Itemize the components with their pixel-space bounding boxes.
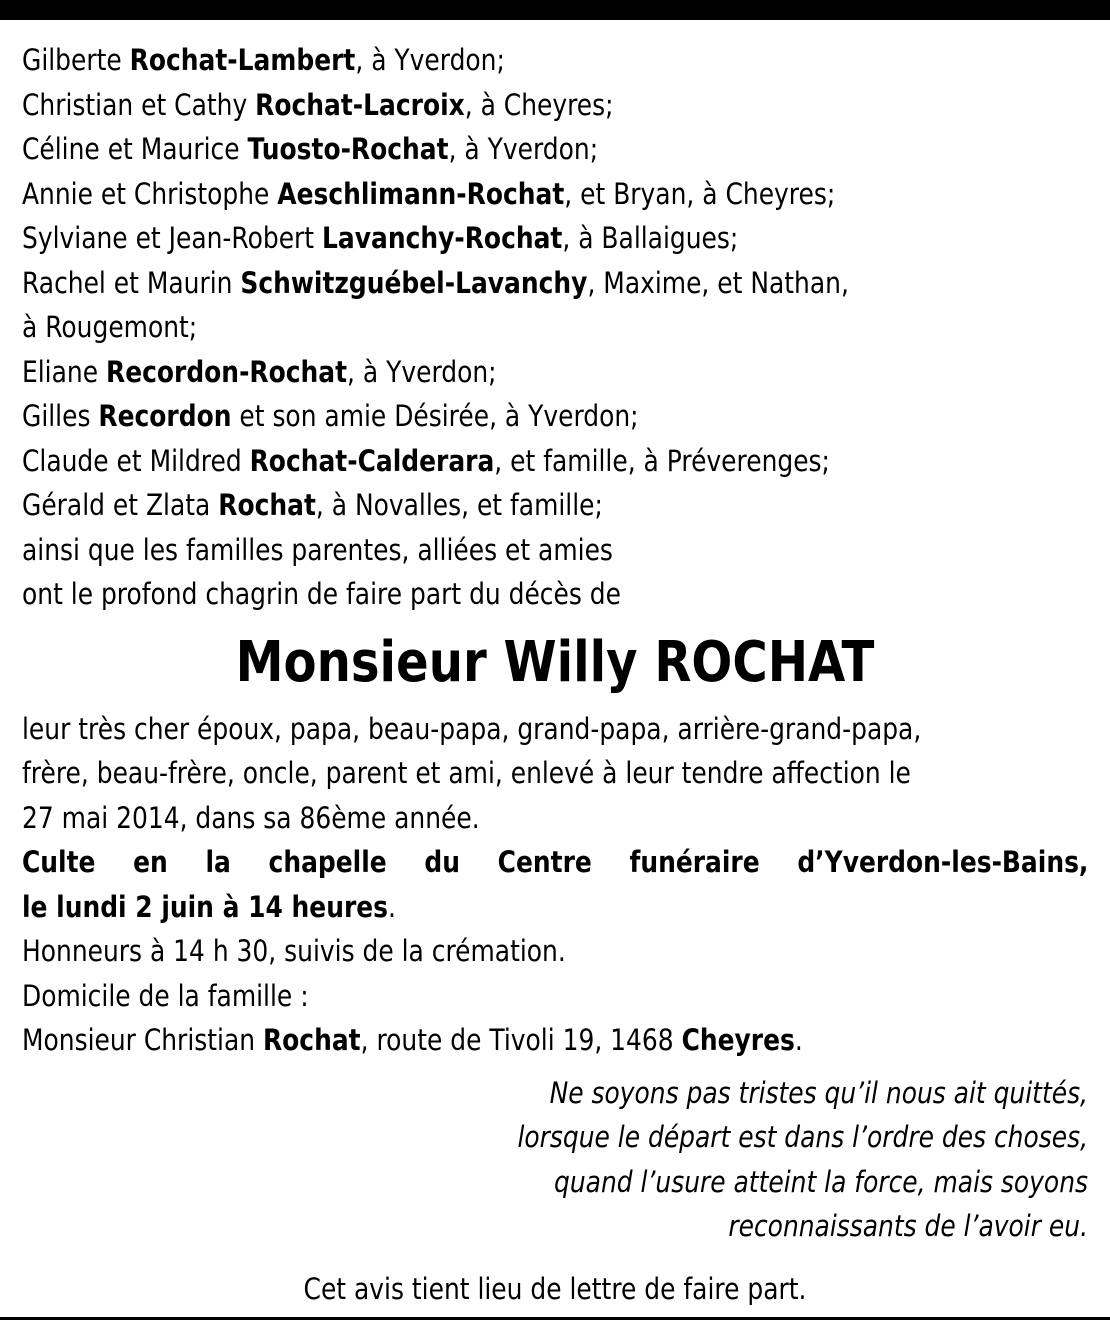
- family-line: [22, 38, 939, 83]
- family-surname: Aeschlimann-Rochat: [277, 176, 565, 211]
- family-line: [22, 261, 939, 306]
- family-line: [22, 83, 939, 128]
- family-given-names: Gilles: [22, 399, 99, 433]
- family-location: , à Ballaigues;: [562, 221, 739, 255]
- family-location: , à Yverdon;: [347, 354, 497, 389]
- service-date-punct: .: [388, 889, 396, 924]
- poem: [22, 1071, 1088, 1249]
- family-line: [22, 394, 939, 439]
- family-line: [22, 172, 939, 217]
- family-surname: Recordon: [98, 399, 232, 433]
- address-street: , route de Tivoli 19, 1468: [360, 1023, 682, 1057]
- family-surname: Recordon-Rochat: [105, 354, 348, 389]
- family-location: , à Yverdon;: [448, 132, 599, 166]
- family-surname: Schwitzguébel-Lavanchy: [240, 265, 588, 300]
- family-location: , et famille, à Préverenges;: [494, 443, 830, 478]
- family-given-names: Christian et Cathy: [22, 87, 256, 122]
- address-pre: Monsieur Christian: [22, 1023, 263, 1057]
- family-given-names: Claude et Mildred: [22, 443, 250, 478]
- description-line: frère, beau-frère, oncle, parent et ami, enlevé à leur tendre affection le: [22, 756, 911, 790]
- family-line: [22, 350, 939, 395]
- service-word: Centre: [497, 845, 592, 879]
- family-given-names: Annie et Christophe: [22, 176, 278, 211]
- poem-line: quand l’usure atteint la force, mais soyons: [554, 1164, 1088, 1199]
- family-given-names: ont le profond chagrin de faire part du décès de: [22, 577, 621, 611]
- service-word: Culte: [22, 845, 96, 879]
- family-line: [22, 127, 939, 172]
- service-word: chapelle: [268, 845, 387, 879]
- service-date: le lundi 2 juin à 14 heures: [22, 889, 389, 924]
- poem-line: lorsque le départ est dans l’ordre des choses,: [517, 1120, 1088, 1154]
- family-given-names: Eliane: [22, 354, 106, 389]
- family-given-names: Céline et Maurice: [22, 132, 248, 166]
- family-location: , Maxime, et Nathan,: [587, 265, 849, 300]
- description-line: leur très cher époux, papa, beau-papa, grand-papa, arrière-grand-papa,: [22, 711, 922, 746]
- family-surname: Rochat-Lacroix: [255, 87, 465, 122]
- deceased-name: Monsieur Willy ROCHAT: [235, 629, 875, 695]
- family-location: , à Novalles, et famille;: [315, 488, 603, 522]
- notice-content: [22, 38, 1088, 1311]
- family-surname: Rochat-Calderara: [249, 443, 495, 478]
- family-location: , à Yverdon;: [355, 43, 505, 77]
- family-surname: Rochat-Lambert: [129, 43, 356, 77]
- closing-line: Cet avis tient lieu de lettre de faire part.: [303, 1271, 807, 1306]
- family-location: , et Bryan, à Cheyres;: [564, 176, 836, 211]
- family-line: [22, 572, 939, 617]
- family-given-names: Rachel et Maurin: [22, 265, 241, 300]
- family-surname: Rochat: [218, 488, 316, 522]
- service-line-1: [22, 840, 1088, 885]
- family-given-names: Gilberte: [22, 43, 130, 77]
- bottom-border-rule: [0, 1317, 1110, 1320]
- address-punct: .: [794, 1023, 803, 1057]
- top-border-rule: [0, 0, 1110, 20]
- family-given-names: à Rougemont;: [22, 310, 198, 344]
- address-town: Cheyres: [681, 1023, 795, 1057]
- family-surname: Lavanchy-Rochat: [322, 221, 563, 255]
- domicile-label: Domicile de la famille :: [22, 978, 309, 1013]
- family-given-names: ainsi que les familles parentes, alliées et amies: [22, 532, 613, 567]
- service-word: funéraire: [629, 845, 760, 879]
- family-location: , à Cheyres;: [464, 87, 614, 122]
- description-line: 27 mai 2014, dans sa 86ème année.: [22, 800, 480, 835]
- family-given-names: Sylviane et Jean-Robert: [22, 221, 323, 255]
- address-line: [22, 1018, 939, 1063]
- poem-line: Ne soyons pas tristes qu’il nous ait quittés,: [549, 1075, 1088, 1110]
- family-location: et son amie Désirée, à Yverdon;: [231, 399, 639, 433]
- service-word: la: [205, 845, 231, 879]
- family-list: [22, 38, 1088, 617]
- poem-line: reconnaissants de l’avoir eu.: [728, 1209, 1088, 1243]
- family-surname: Tuosto-Rochat: [247, 132, 449, 166]
- service-word: du: [424, 845, 460, 879]
- family-line: [22, 483, 939, 528]
- family-given-names: Gérald et Zlata: [22, 488, 219, 522]
- service-word: en: [133, 845, 168, 879]
- address-name: Rochat: [262, 1023, 361, 1057]
- service-line-2: [22, 885, 939, 930]
- family-line: [22, 216, 939, 261]
- family-line: [22, 305, 939, 350]
- honours-line: Honneurs à 14 h 30, suivis de la crémation.: [22, 934, 566, 968]
- service-word: d’Yverdon-les-Bains,: [797, 845, 1089, 879]
- description: [22, 707, 1088, 841]
- family-line: [22, 439, 939, 484]
- family-line: [22, 528, 939, 573]
